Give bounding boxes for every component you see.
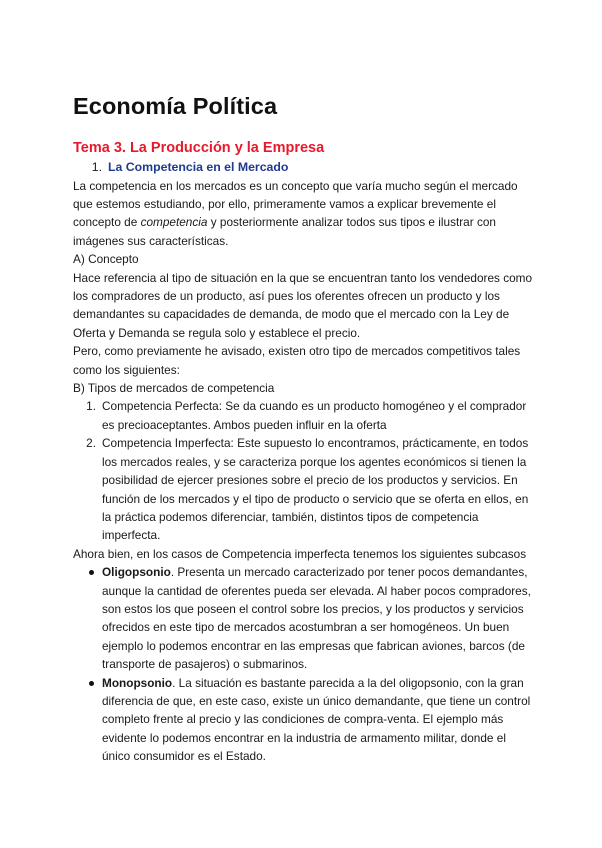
intro-text-b: y posteriormente analizar todos sus tipos e ilustrar con imágenes sus características.: [73, 215, 496, 248]
list-item: [73, 434, 533, 544]
bullet-item: [73, 563, 533, 673]
bullet-desc: . La situación es bastante parecida a la del oligopsonio, con la gran diferencia de que, en este caso, existe un único demandante, que tiene un control completo frente al precio y las condiciones de compra-venta. El ejemplo más evidente lo podemos encontrar en la industria de armamento militar, donde el único consumidor es el Estado.: [102, 675, 531, 764]
intro-text-a: La competencia en los mercados es un concepto que varía mucho según el mercado que estemos estudiando, por ello, primeramente vamos a explicar brevemente el concepto de: [73, 178, 518, 230]
subcasos-list: [73, 563, 533, 765]
bullet-text: [102, 674, 533, 766]
section-title: La Competencia en el Mercado: [108, 160, 289, 174]
list-text: Competencia Imperfecta: Este supuesto lo encontramos, prácticamente, en todos los mercados reales, y se caracteriza porque los agentes económicos si tienen la posibilidad de ejercer presiones sobre el precio de los productos y servicios. En función de los mercados y el tipo de producto o servicio que se oferta en ellos, en la práctica podemos diferenciar, también, distintos tipos de competencia imperfecta.: [102, 436, 529, 543]
list-text: Competencia Perfecta: Se da cuando es un producto homogéneo y el comprador es precioaceptantes. Ambos pueden influir en la oferta: [102, 399, 527, 432]
bullet-term: Oligopsonio: [102, 565, 171, 580]
pero-paragraph: Pero, como previamente he avisado, existen otro tipo de mercados competitivos tales como los siguientes:: [73, 344, 521, 377]
tipos-list: [73, 397, 533, 544]
bullet-dot-icon: [89, 570, 94, 575]
concepto-heading: A) Concepto: [73, 252, 139, 267]
section-heading: [73, 158, 533, 177]
bullet-term: Monopsonio: [102, 675, 173, 690]
bullet-text: [102, 563, 533, 673]
ahora-paragraph: Ahora bien, en los casos de Competencia imperfecta tenemos los siguientes subcasos: [73, 546, 527, 561]
section-number: 1.: [91, 160, 102, 174]
topic-heading: Tema 3. La Producción y la Empresa: [73, 140, 325, 156]
list-number: 1.: [86, 399, 96, 414]
tipos-heading: B) Tipos de mercados de competencia: [73, 381, 275, 396]
document-page: [73, 92, 533, 766]
bullet-dot-icon: [89, 681, 94, 686]
bullet-item: [73, 674, 533, 766]
document-title: Economía Política: [73, 93, 278, 119]
list-number: 2.: [86, 436, 96, 451]
intro-emphasis: competencia: [140, 215, 208, 230]
bullet-desc: . Presenta un mercado caracterizado por tener pocos demandantes, aunque la cantidad de oferentes pueda ser elevada. Al haber pocos compradores, son estos los que poseen el control sobre los precios, y los productos y servicios ofrecidos en este tipo de mercados acostumbran a ser homogéneos. Un buen ejemplo lo podemos encontrar en las empresas que fabrican aviones, barcos (de transporte de pasajeros) o submarinos.: [102, 565, 531, 672]
concepto-paragraph: Hace referencia al tipo de situación en la que se encuentran tanto los vendedores como los compradores de un producto, así pues los oferentes ofrecen un producto y los demandantes su capacidades de demanda, de modo que el mercado con la Ley de Oferta y Demanda se regula solo y establece el precio.: [73, 270, 533, 340]
intro-paragraph: [73, 177, 533, 251]
list-item: [73, 397, 533, 434]
